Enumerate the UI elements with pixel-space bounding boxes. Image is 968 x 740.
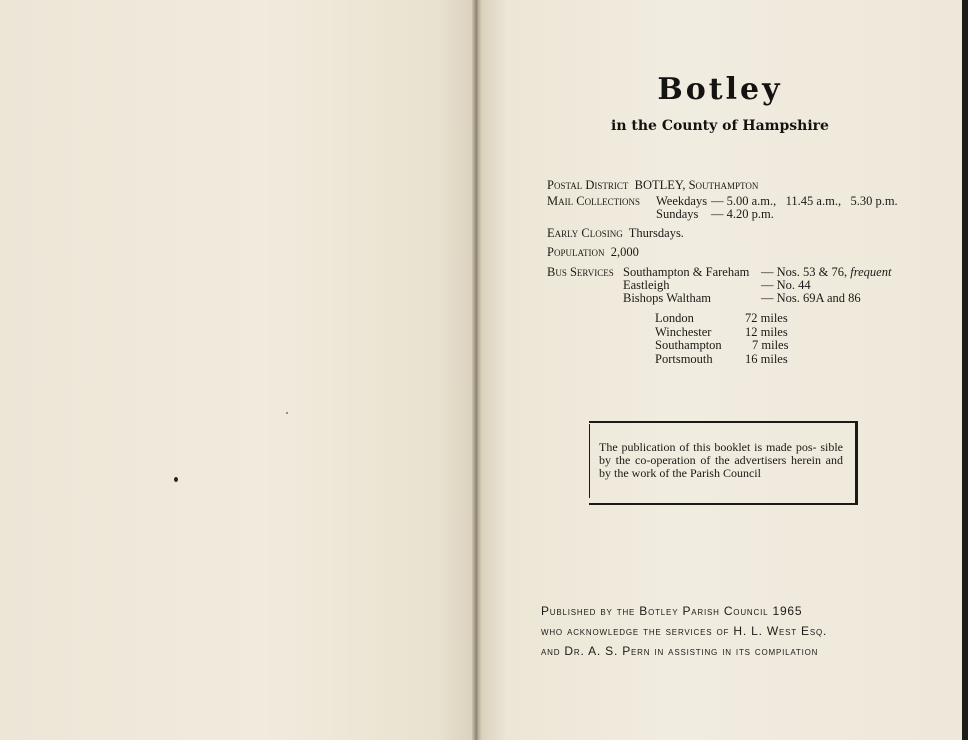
- mail-weekdays-day: Weekdays: [656, 194, 708, 208]
- population-row: [547, 245, 639, 259]
- mail-sundays-day: Sundays: [656, 207, 699, 221]
- distance-miles: 7 miles: [752, 338, 789, 352]
- distance-place: Portsmouth: [655, 351, 713, 366]
- postal-district-row: [547, 178, 758, 192]
- bus-route-nos: — Nos. 53 & 76, frequent: [761, 265, 892, 279]
- mail-collections-label: Mail Collections: [547, 194, 641, 208]
- distance-place: Southampton: [655, 338, 722, 352]
- bus-route-place: Bishops Waltham: [623, 291, 712, 305]
- population-label: Population: [547, 245, 605, 259]
- early-closing-label: Early Closing: [547, 226, 623, 240]
- distance-miles: 72 miles: [745, 311, 788, 325]
- notice-text: The publication of this booklet is made pos- sible by the co-operation of the advertisers herein and by the work of the Parish Council: [599, 440, 843, 480]
- distance-row: [655, 326, 807, 340]
- postal-district-label: Postal District: [547, 178, 629, 192]
- credits-line: and Dr. A. S. Pern in assisting in its compilation: [541, 644, 819, 658]
- distance-row: [655, 312, 807, 326]
- credits-line: who acknowledge the services of H. L. West Esq.: [541, 624, 828, 638]
- distance-row: [655, 353, 807, 367]
- book-gutter: [472, 0, 482, 740]
- notice-box-left-rule: [589, 424, 590, 498]
- publisher-credits: [541, 601, 921, 661]
- bus-route-nos: — Nos. 69A and 86: [761, 291, 861, 305]
- page-subtitle: in the County of Hampshire: [611, 118, 829, 134]
- postal-district-value-sc: Southampton: [688, 178, 759, 192]
- mail-sundays-times: — 4.20 p.m.: [711, 207, 774, 221]
- distances-table: [655, 312, 807, 366]
- ink-speck: [286, 412, 288, 414]
- early-closing-row: [547, 226, 684, 240]
- distance-miles: 16 miles: [745, 351, 788, 366]
- ink-speck: [174, 477, 178, 482]
- postal-district-value: BOTLEY,: [634, 178, 686, 192]
- bus-route-place: Southampton & Fareham: [623, 265, 750, 279]
- distance-place: Winchester: [655, 324, 712, 339]
- credits-line: Published by the Botley Parish Council 1965: [541, 604, 803, 618]
- population-value: 2,000: [610, 245, 639, 259]
- distance-miles: 12 miles: [745, 324, 788, 339]
- early-closing-value: Thursdays.: [628, 226, 684, 240]
- bus-route-place: Eastleigh: [623, 278, 670, 292]
- bus-route-nos: — No. 44: [761, 278, 811, 292]
- distance-place: London: [655, 311, 694, 325]
- bus-route-note: frequent: [850, 265, 892, 279]
- distance-row: [655, 339, 807, 353]
- bus-services-label: Bus Services: [547, 265, 614, 279]
- left-page: [0, 0, 476, 740]
- mail-weekdays-times: — 5.00 a.m., 11.45 a.m., 5.30 p.m.: [711, 194, 898, 208]
- page-title: Botley: [657, 72, 783, 107]
